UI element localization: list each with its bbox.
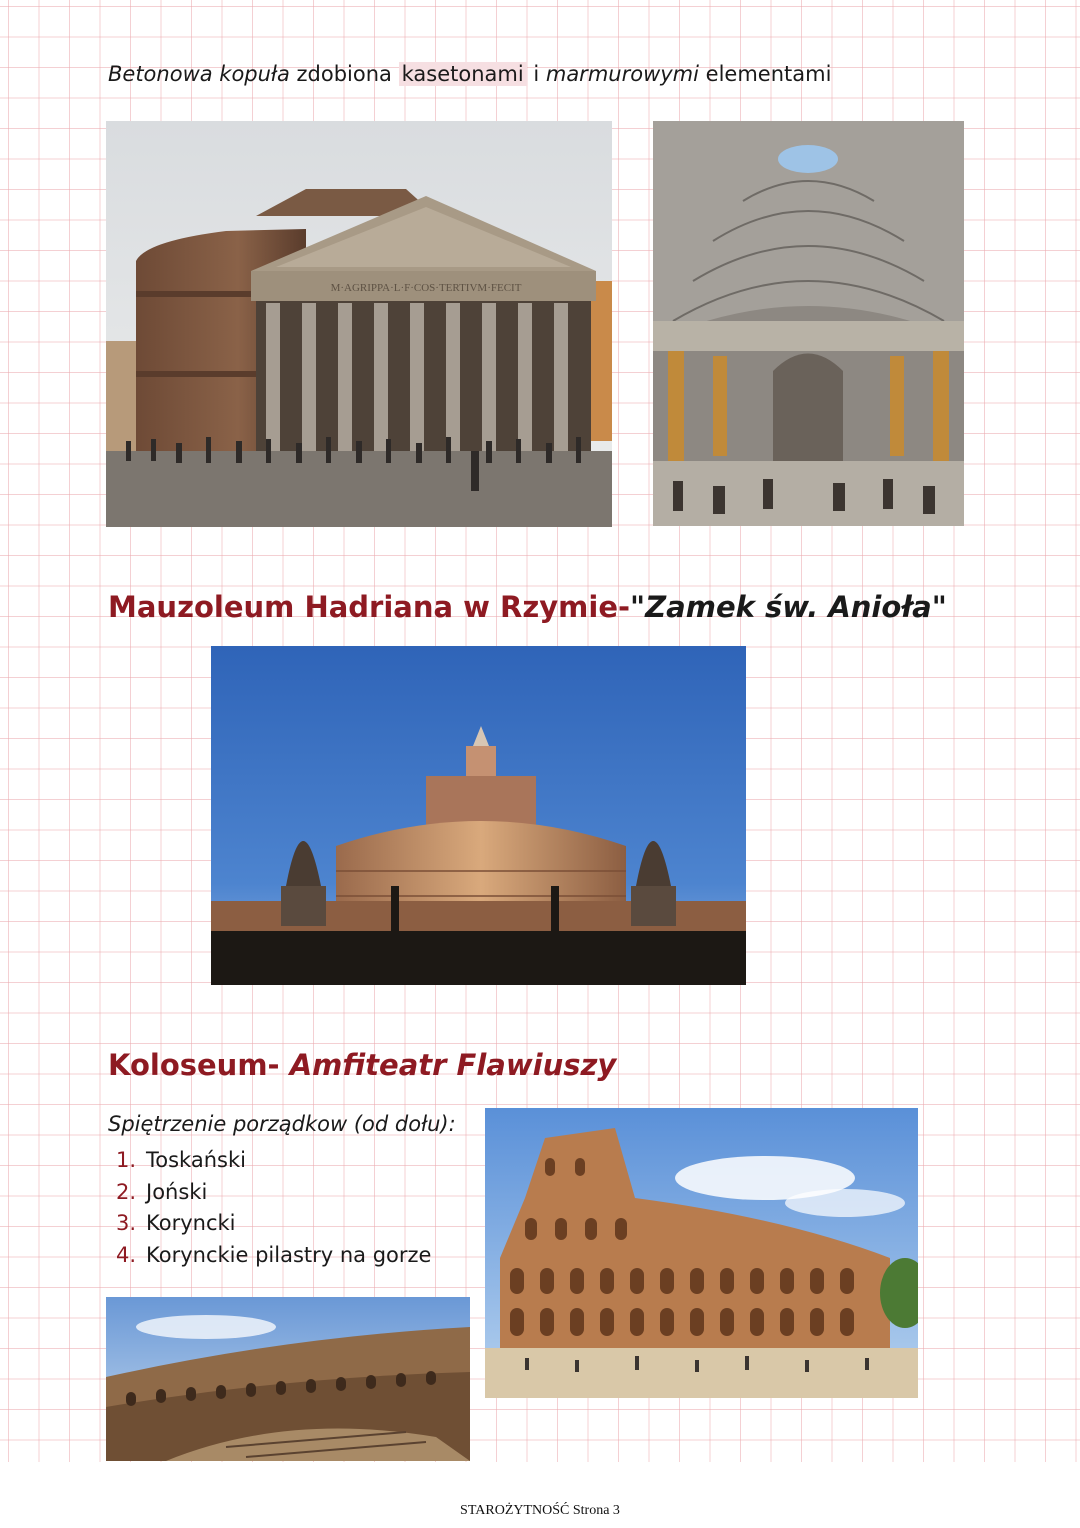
- caption-part-5: marmurowymi: [545, 62, 699, 86]
- colosseum-heading-b: Amfiteatr Flawiuszy: [279, 1048, 617, 1082]
- colosseum-heading-a: Koloseum-: [108, 1048, 280, 1082]
- list-item: 1. Toskański: [116, 1148, 246, 1172]
- list-item: 3. Koryncki: [116, 1211, 236, 1235]
- mausoleum-heading-red: Mauzoleum Hadriana w Rzymie-: [108, 590, 631, 624]
- colosseum-heading: [108, 1048, 616, 1082]
- castel-sant-angelo-photo: [211, 646, 746, 985]
- pantheon-inscription: M·AGRIPPA·L·F·COS·TERTIVM·FECIT: [330, 282, 522, 294]
- orders-subheading: Spiętrzenie porządkow (od dołu):: [108, 1112, 456, 1136]
- list-item: 2. Joński: [116, 1179, 208, 1204]
- pantheon-caption: [108, 62, 831, 86]
- colosseum-exterior-photo: [485, 1108, 918, 1398]
- mausoleum-heading-black: "Zamek św. Anioła": [630, 590, 947, 624]
- caption-part-2: zdobiona: [289, 62, 399, 86]
- pantheon-exterior-photo: [106, 121, 612, 527]
- pantheon-interior-photo: [653, 121, 964, 526]
- mausoleum-heading: [108, 590, 947, 624]
- colosseum-interior-photo: [106, 1297, 470, 1461]
- orders-list: [116, 1145, 431, 1271]
- page-footer: STAROŻYTNOŚĆ Strona 3: [460, 1503, 620, 1518]
- caption-part-4: i: [526, 62, 546, 86]
- caption-highlight: kasetonami: [399, 62, 527, 86]
- caption-part-6: elementami: [698, 62, 832, 86]
- caption-part-1: Betonowa kopuła: [108, 62, 290, 86]
- list-item: 4. Korynckie pilastry na gorze: [116, 1242, 432, 1267]
